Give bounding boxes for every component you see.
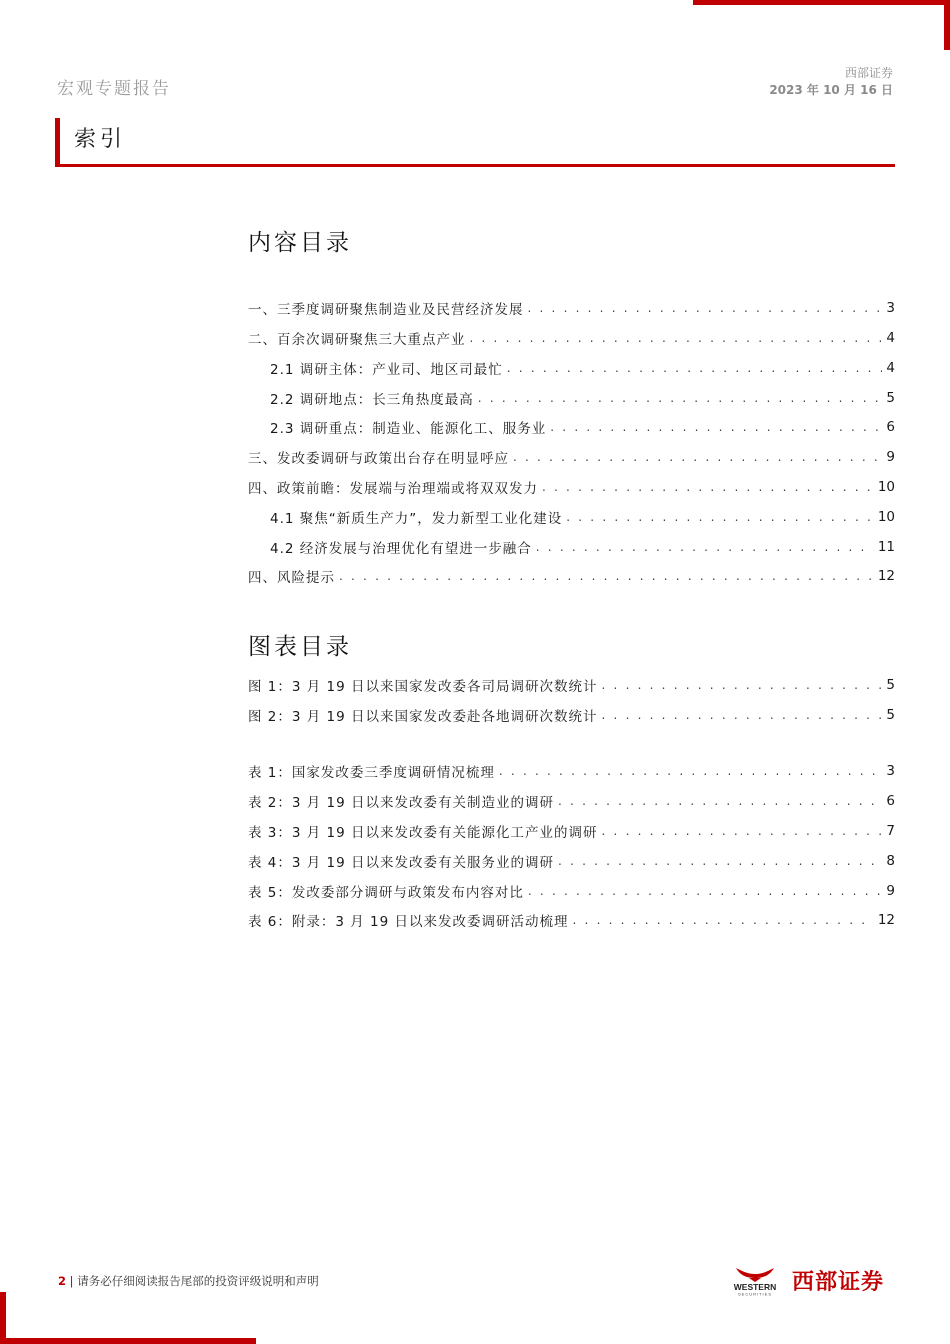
leader-dots <box>528 301 883 315</box>
leader-dots <box>566 510 874 524</box>
table-entry-page: 8 <box>886 853 895 869</box>
report-type: 宏观专题报告 <box>57 79 171 99</box>
toc-entry-page: 4 <box>886 360 895 376</box>
toc-entry[interactable] <box>248 323 895 353</box>
leader-dots <box>558 854 882 868</box>
table-entry[interactable] <box>248 786 895 816</box>
toc-entry-label: 2.3 调研重点：制造业、能源化工、服务业 <box>270 421 547 437</box>
table-entry-page: 3 <box>886 763 895 779</box>
figures-heading: 图表目录 <box>248 634 352 660</box>
leader-dots <box>558 794 882 808</box>
toc-entry-page: 5 <box>886 390 895 406</box>
frame-bottom-line <box>0 1338 256 1344</box>
toc-entry[interactable] <box>248 293 895 323</box>
toc-entry-page: 3 <box>886 300 895 316</box>
toc-entry-label: 2.2 调研地点：长三角热度最高 <box>270 392 474 408</box>
leader-dots <box>536 540 874 554</box>
figure-entry-page: 5 <box>886 677 895 693</box>
figure-entry-label: 图 1：3 月 19 日以来国家发改委各司局调研次数统计 <box>248 679 598 695</box>
leader-dots <box>478 391 883 405</box>
header-brand: 西部证券 <box>844 66 893 80</box>
leader-dots <box>470 331 883 345</box>
footer-brand: 西部证券 <box>792 1270 885 1295</box>
page-number: 2 <box>58 1274 67 1288</box>
table-entry-label: 表 5：发改委部分调研与政策发布内容对比 <box>248 885 524 901</box>
table-entry-label: 表 6：附录：3 月 19 日以来发改委调研活动梳理 <box>248 914 569 930</box>
frame-top-line <box>693 0 950 5</box>
toc-entry[interactable] <box>270 532 895 562</box>
table-entry-page: 7 <box>886 823 895 839</box>
contents-heading: 内容目录 <box>248 230 352 256</box>
toc-entry-label: 4.1 聚焦“新质生产力”，发力新型工业化建设 <box>270 511 563 527</box>
toc-entry-label: 一、三季度调研聚焦制造业及民营经济发展 <box>248 302 524 318</box>
section-divider <box>55 164 895 167</box>
footer-notice: 请务必仔细阅读报告尾部的投资评级说明和声明 <box>77 1274 319 1288</box>
report-date: 2023 年 10 月 16 日 <box>769 83 893 97</box>
toc-entry-page: 4 <box>886 330 895 346</box>
figure-entry[interactable] <box>248 670 895 700</box>
toc-entry-page: 10 <box>877 479 895 495</box>
table-entry[interactable] <box>248 756 895 786</box>
table-entry-page: 6 <box>886 793 895 809</box>
toc-entry-page: 10 <box>877 509 895 525</box>
frame-bottom-corner <box>0 1292 6 1344</box>
leader-dots <box>528 884 883 898</box>
frame-top-corner <box>944 0 950 50</box>
toc-entry-label: 三、发改委调研与政策出台存在明显呼应 <box>248 451 509 467</box>
table-entry-label: 表 2：3 月 19 日以来发改委有关制造业的调研 <box>248 795 555 811</box>
toc-entry-label: 4.2 经济发展与治理优化有望进一步融合 <box>270 541 532 557</box>
leader-dots <box>499 764 883 778</box>
leader-dots <box>573 913 874 927</box>
toc-entry-label: 二、百余次调研聚焦三大重点产业 <box>248 332 466 348</box>
table-entry-page: 9 <box>886 883 895 899</box>
logo-subtext: SECURITIES <box>737 1291 773 1296</box>
section-accent-bar <box>55 118 60 166</box>
leader-dots <box>602 824 883 838</box>
figure-entry-label: 图 2：3 月 19 日以来国家发改委赴各地调研次数统计 <box>248 709 598 725</box>
leader-dots <box>602 678 883 692</box>
leader-dots <box>550 420 882 434</box>
leader-dots <box>513 450 882 464</box>
figure-entry-page: 5 <box>886 707 895 723</box>
table-entry[interactable] <box>248 905 895 935</box>
toc-entry-label: 2.1 调研主体：产业司、地区司最忙 <box>270 362 503 378</box>
logo-text: WESTERN <box>733 1282 777 1292</box>
leader-dots <box>542 480 874 494</box>
western-securities-logo <box>724 1266 786 1300</box>
toc-entry-label: 四、风险提示 <box>248 570 335 586</box>
toc-entry-page: 11 <box>877 539 895 555</box>
section-title: 索引 <box>74 127 127 152</box>
table-entry[interactable] <box>248 876 895 906</box>
toc-entry[interactable] <box>270 353 895 383</box>
toc-entry-page: 12 <box>877 568 895 584</box>
table-entry-label: 表 4：3 月 19 日以来发改委有关服务业的调研 <box>248 855 555 871</box>
leader-dots <box>507 361 883 375</box>
toc-entry-page: 6 <box>886 419 895 435</box>
table-entry-label: 表 3：3 月 19 日以来发改委有关能源化工产业的调研 <box>248 825 598 841</box>
toc-entry[interactable] <box>248 442 895 472</box>
toc-entry[interactable] <box>248 561 895 591</box>
leader-dots <box>602 708 883 722</box>
table-entry[interactable] <box>248 846 895 876</box>
table-entry-page: 12 <box>877 912 895 928</box>
table-entry[interactable] <box>248 816 895 846</box>
toc-entry[interactable] <box>248 472 895 502</box>
footer-separator: | <box>69 1274 74 1288</box>
table-entry-label: 表 1：国家发改委三季度调研情况梳理 <box>248 765 495 781</box>
toc-entry[interactable] <box>270 412 895 442</box>
toc-entry-label: 四、政策前瞻：发展端与治理端或将双双发力 <box>248 481 538 497</box>
footer-disclaimer <box>58 1273 319 1289</box>
toc-entry-page: 9 <box>886 449 895 465</box>
toc-entry[interactable] <box>270 502 895 532</box>
toc-entry[interactable] <box>270 383 895 413</box>
leader-dots <box>339 569 874 583</box>
bull-logo-icon <box>724 1266 786 1296</box>
figure-entry[interactable] <box>248 700 895 730</box>
